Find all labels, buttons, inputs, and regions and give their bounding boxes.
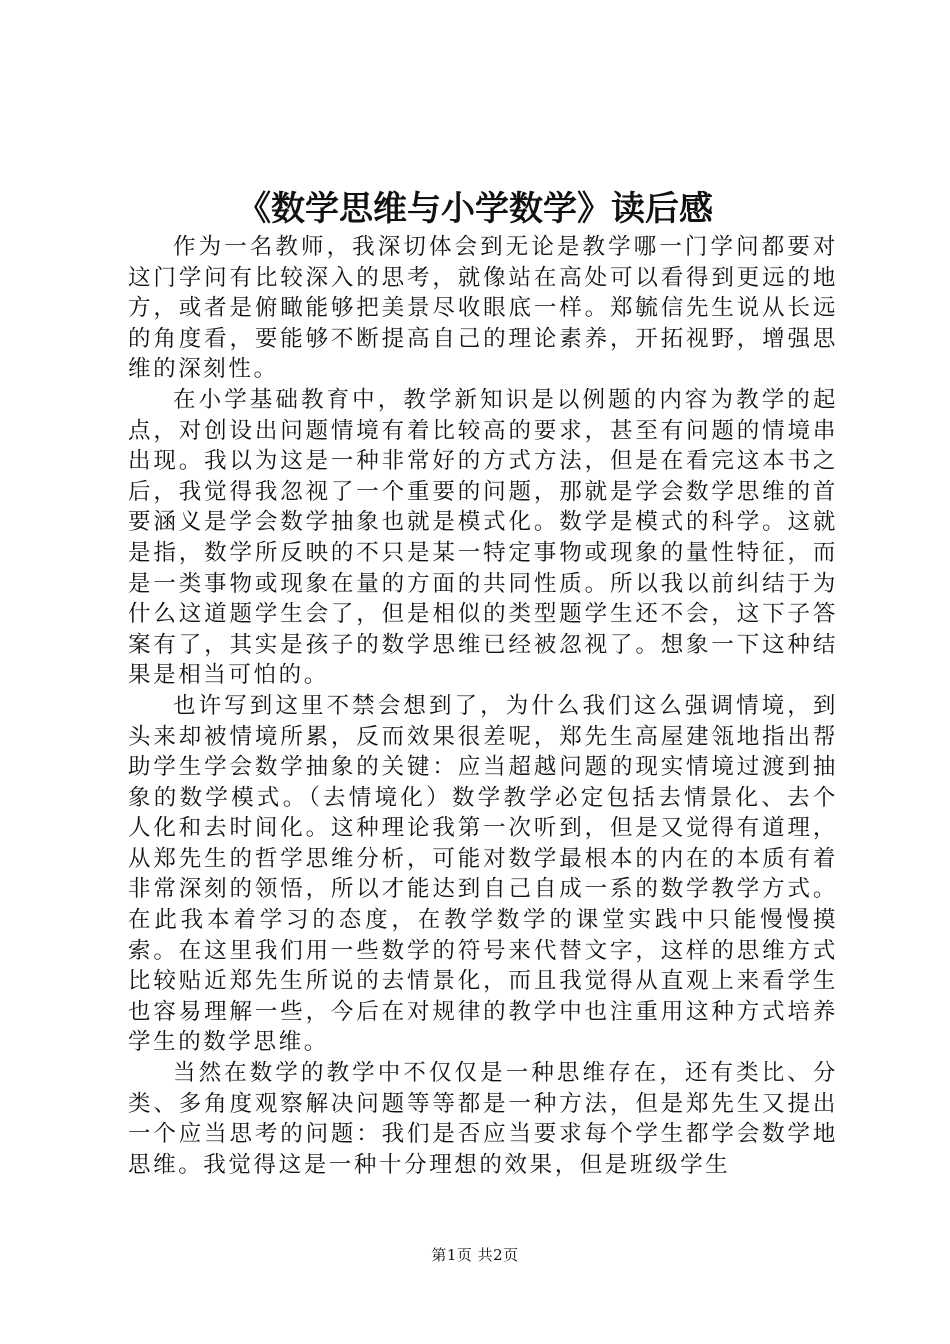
document-title: 《数学思维与小学数学》读后感: [237, 189, 713, 229]
page-number-footer: 第1页 共2页: [431, 1246, 519, 1264]
paragraph-1: 作为一名教师，我深切体会到无论是教学哪一门学问都要对这门学问有比较深入的思考，就像站在高处可以看得到更远的地方，或者是俯瞰能够把美景尽收眼底一样。郑毓信先生说从长远的角度看，要能够不断提高自己的理论素养，开拓视野，增强思维的深刻性。: [128, 234, 838, 383]
paragraph-2: 在小学基础教育中，教学新知识是以例题的内容为教学的起点，对创设出问题情境有着比较高的要求，甚至有问题的情境串出现。我以为这是一种非常好的方式方法，但是在看完这本书之后，我觉得我忽视了一个重要的问题，那就是学会数学思维的首要涵义是学会数学抽象也就是模式化。数学是模式的科学。这就是指，数学所反映的不只是某一特定事物或现象的量性特征，而是一类事物或现象在量的方面的共同性质。所以我以前纠结于为什么这道题学生会了，但是相似的类型题学生还不会，这下子答案有了，其实是孩子的数学思维已经被忽视了。想象一下这种结果是相当可怕的。: [128, 386, 838, 689]
document-body: [128, 232, 838, 1180]
paragraph-4: 当然在数学的教学中不仅仅是一种思维存在，还有类比、分类、多角度观察解决问题等等都是一种方法，但是郑先生又提出一个应当思考的问题：我们是否应当要求每个学生都学会数学地思维。我觉得这是一种十分理想的效果，但是班级学生: [128, 1060, 838, 1178]
paragraph-3: 也许写到这里不禁会想到了，为什么我们这么强调情境，到头来却被情境所累，反而效果很差呢，郑先生高屋建瓴地指出帮助学生学会数学抽象的关键：应当超越问题的现实情境过渡到抽象的数学模式。（去情境化）数学教学必定包括去情景化、去个人化和去时间化。这种理论我第一次听到，但是又觉得有道理，从郑先生的哲学思维分析，可能对数学最根本的内在的本质有着非常深刻的领悟，所以才能达到自己自成一系的数学教学方式。在此我本着学习的态度，在教学数学的课堂实践中只能慢慢摸索。在这里我们用一些数学的符号来代替文字，这样的思维方式比较贴近郑先生所说的去情景化，而且我觉得从直观上来看学生也容易理解一些，今后在对规律的教学中也注重用这种方式培养学生的数学思维。: [128, 692, 838, 1056]
